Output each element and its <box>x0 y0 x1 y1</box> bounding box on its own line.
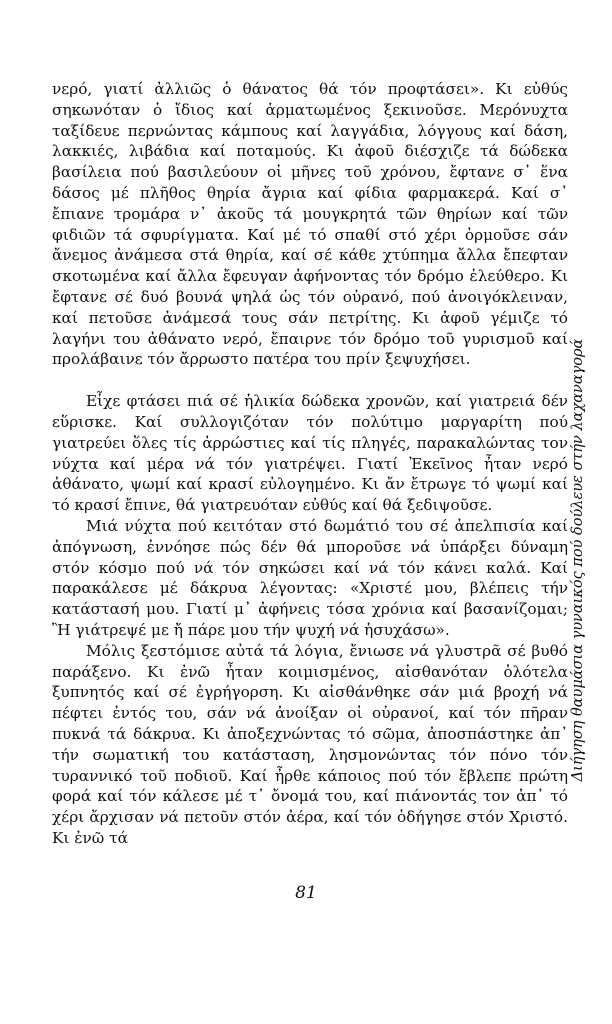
page-number: 81 <box>295 883 317 903</box>
running-title-text: Διήγηση θαυμάσια γυναικός πού δούλευε στήν λαχαναγορά <box>570 338 586 782</box>
paragraph-gap <box>52 370 568 391</box>
paragraph-night-prayer: Μιά νύχτα πού κειτόταν στό δωμάτιό του σέ ἀπελπισία καί ἀπόγνωση, ἐννόησε πώς δέν θά μποροῦσε νά ὑπάρξει δύναμη στόν κόσμο πού νά τόν σηκώσει καί νά τόν κάνει καλά. Καί παρακάλεσε μέ δάκρυα λέγοντας: «Χριστέ μου, βλέπεις τήν κατάστασή μου. Γιατί μ᾿ ἀφήνεις τόσα χρόνια καί βασανίζομαι; Ἢ γιάτρεψέ με ἤ πάρε μου τήν ψυχή νά ἡσυχάσω». <box>52 516 568 639</box>
body-text <box>52 79 568 849</box>
paragraph-vision: Μόλις ξεστόμισε αὐτά τά λόγια, ἔνιωσε νά γλυστρᾶ σέ βυθό παράξενο. Κι ἐνῶ ἦταν κοιμισμένος, αἰσθανόταν ὁλότελα ξυπνητός καί σέ ἐγρήγορση. Κι αἰσθάνθηκε σάν μιά βροχή νά πέφτει ἐντός του, σάν νά ἀνοίξαν οἱ οὐρανοί, καί τόν πῆραν πυκνά τά δάκρυα. Κι ἀποξεχνώντας τό σῶμα, ἀποσπάστηκε ἀπ᾿ τήν σωματική του κατάσταση, λησμονώντας τόν πόνο τόν τυραννικό τοῦ ποδιοῦ. Καί ἦρθε κάποιος πού τόν ἔβλεπε πρώτη φορά καί τόν κάλεσε μέ τ᾿ ὄνομά του, καί πιάνοντάς τον ἀπ᾿ τό χέρι ἄρχισαν νά πετοῦν στόν ἀέρα, καί τόν ὁδήγησε στόν Χριστό. Κι ἐνῶ τά <box>52 641 568 847</box>
paragraph-continuation: νερό, γιατί ἀλλιῶς ὁ θάνατος θά τόν προφτάσει». Κι εὐθύς σηκωνόταν ὁ ἴδιος καί ἁρματωμένος ξεκινοῦσε. Μερόνυχτα ταξίδευε περνώντας κάμπους καί λαγγάδια, λόγγους καί δάση, λακκιές, λιβάδια καί ποταμούς. Κι ἀφοῦ διέσχιζε τά δώδεκα βασίλεια πού βασιλεύουν οἱ μῆνες τοῦ χρόνου, ἔφτανε σ᾿ ἕνα δάσος μέ πλῆθος θηρία ἄγρια καί φίδια φαρμακερά. Καί σ᾿ ἔπιανε τρομάρα ν᾿ ἀκοῦς τά μουγκρητά τῶν θηρίων καί τῶν φιδιῶν τά σφυρίγματα. Καί μέ τό σπαθί στό χέρι ὁρμοῦσε σάν ἄνεμος ἀνάμεσα στά θηρία, καί σέ κάθε χτύπημα ἄλλα ἔπεφταν σκοτωμένα καί ἄλλα ἔφευγαν ἀφήνοντας τόν δρόμο ἐλεύθερο. Κι ἔφτανε σέ δυό βουνά ψηλά ὡς τόν οὐρανό, πού ἀνοιγόκλειναν, καί πετοῦσε ἀνάμεσά τους σάν πετρίτης. Κι ἀφοῦ γέμιζε τό λαγήνι του ἀθάνατο νερό, ἔπαιρνε τόν δρόμο τοῦ γυρισμοῦ καί προλάβαινε τόν ἄρρωστο πατέρα του πρίν ξεψυχήσει. <box>52 80 568 369</box>
paragraph-age-twelve: Εἶχε φτάσει πιά σέ ἡλικία δώδεκα χρονῶν, καί γιατρειά δέν εὕρισκε. Καί συλλογιζόταν τόν πολύτιμο μαργαρίτη πού γιατρεύει ὅλες τίς ἀρρώστιες καί τίς πληγές, παρακαλώντας τον νύχτα καί μέρα νά τόν γιατρέψει. Γιατί Ἐκεῖνος ἦταν νερό ἀθάνατο, ψωμί καί κρασί εὐλογημένο. Κι ἄν ἔτρωγε τό ψωμί καί τό κρασί ἔπινε, θά γιατρευόταν εὐθύς καί θά ξεδιψοῦσε. <box>52 392 568 515</box>
